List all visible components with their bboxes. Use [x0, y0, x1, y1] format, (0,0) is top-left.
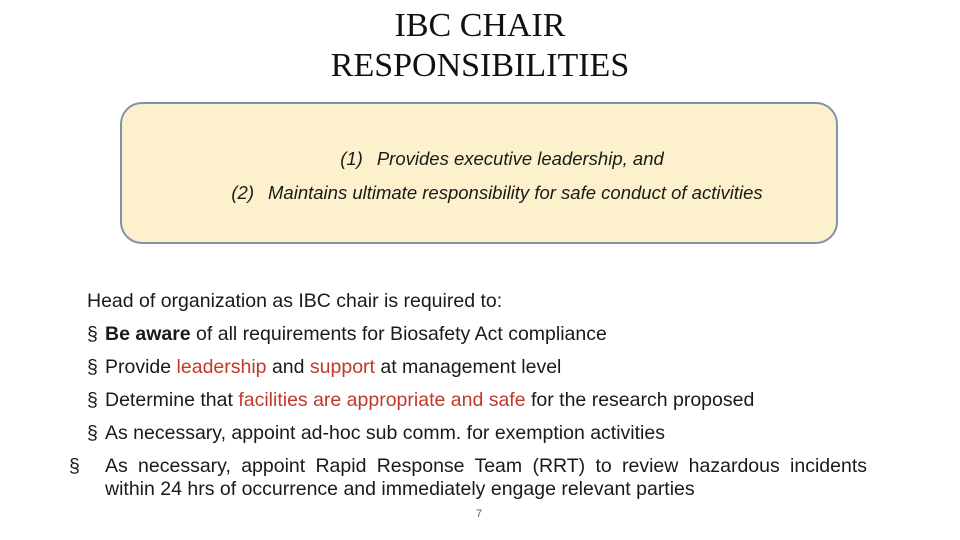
list-item — [87, 384, 867, 417]
slide-title — [0, 6, 960, 86]
bullet-2-emphasis-support: support — [309, 356, 375, 378]
list-item — [87, 351, 867, 384]
list-item — [87, 318, 867, 351]
requirements-intro: Head of organization as IBC chair is required to: — [87, 290, 503, 312]
bullet-2-text-mid: and — [266, 356, 310, 378]
page-number: 7 — [476, 508, 483, 520]
title-line-1: IBC CHAIR — [394, 7, 566, 44]
bullet-2-text-start: Provide — [105, 356, 177, 378]
requirements-list — [69, 285, 867, 501]
bullet-marker: § — [87, 422, 98, 444]
callout-item-2-text: Maintains ultimate responsibility for safe conduct of activities — [268, 182, 763, 203]
bullet-1-bold: Be aware — [105, 323, 191, 345]
callout-item-2-number: (2) — [231, 182, 255, 203]
bullet-5-text: As necessary, appoint Rapid Response Team (RRT) to review hazardous incidents within 24 hrs of occurrence and immediately engage relevant parties — [105, 455, 867, 500]
bullet-3-text-start: Determine that — [105, 389, 239, 411]
callout-item-1-number: (1) — [340, 148, 363, 169]
bullet-2-text-end: at management level — [374, 356, 562, 378]
bullet-marker: § — [87, 389, 98, 411]
callout-item-2 — [122, 182, 836, 204]
title-line-2: RESPONSIBILITIES — [330, 47, 630, 84]
bullet-marker: § — [87, 323, 98, 345]
responsibilities-callout — [120, 102, 838, 244]
callout-item-1 — [122, 148, 836, 170]
list-item — [69, 455, 867, 501]
bullet-3-text-end: for the research proposed — [525, 389, 755, 411]
callout-item-1-text: Provides executive leadership, and — [376, 148, 664, 169]
list-item — [87, 417, 867, 450]
bullet-4-text: As necessary, appoint ad-hoc sub comm. for exemption activities — [105, 422, 665, 444]
bullet-2-emphasis-leadership: leadership — [176, 356, 267, 378]
bullet-marker: § — [69, 455, 80, 477]
bullet-1-text: of all requirements for Biosafety Act compliance — [190, 323, 607, 345]
bullet-marker: § — [87, 356, 98, 378]
bullet-3-emphasis: facilities are appropriate and safe — [238, 389, 526, 411]
